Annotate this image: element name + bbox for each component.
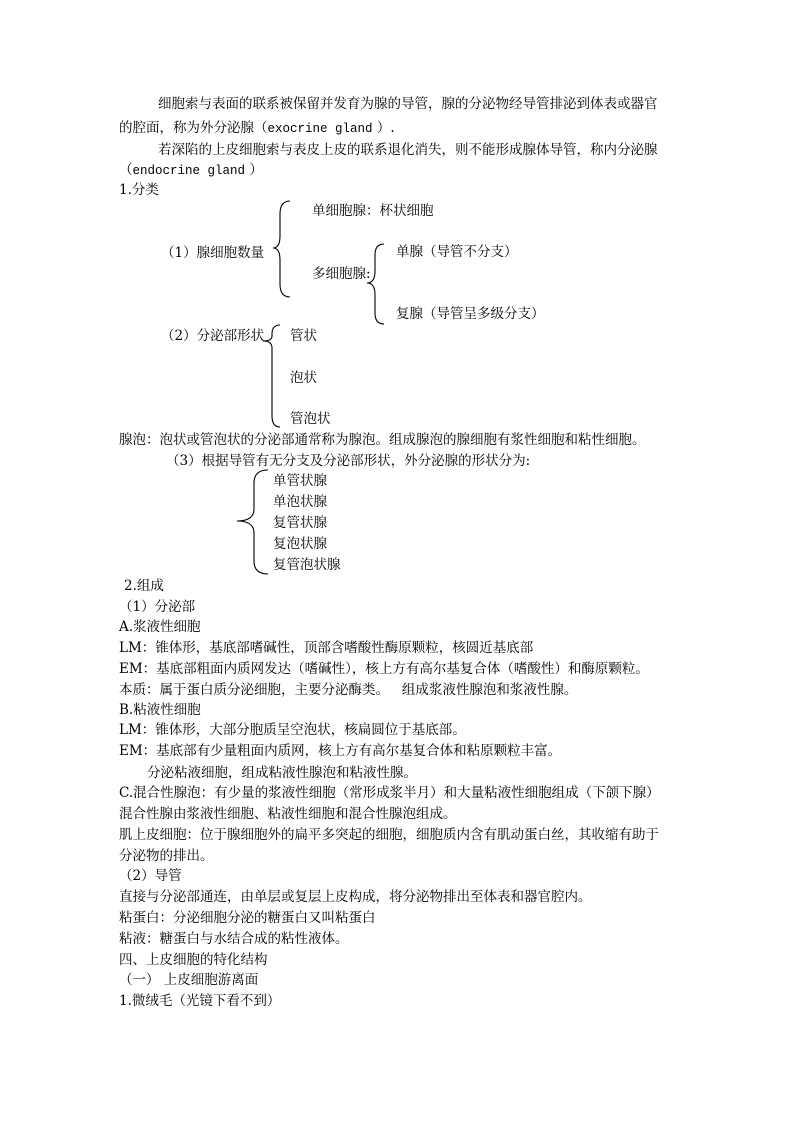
term-endocrine-gland: endocrine gland [132,164,246,178]
serous-cell-lm: LM：锥体形，基底部嗜碱性，顶部含嗜酸性酶原颗粒，核圆近基底部 [119,640,534,656]
secretory-part-heading: （1）分泌部 [119,599,196,615]
myoepithelial-line-1: 肌上皮细胞：位于腺细胞外的扁平多突起的细胞，细胞质内含有肌动蛋白丝，其收缩有助于 [119,827,659,843]
mucous-cell-lm: LM：锥体形，大部分胞质呈空泡状，核扁圆位于基底部。 [119,722,466,738]
shape-compound-tubular: 复管状腺 [273,515,327,531]
brace-shape [262,324,282,428]
intro-paragraph-1-line-2 [119,118,395,139]
brace-exocrine-shapes [236,469,270,575]
multicellular-gland: 多细胞腺: [312,266,371,282]
mucous-cell-em: EM：基底部有少量粗面内质网，核上方有高尔基复合体和粘原颗粒丰富。 [119,743,562,759]
myoepithelial-line-2: 分泌物的排出。 [119,848,214,864]
duct-description: 直接与分泌部通连，由单层或复层上皮构成，将分泌物排出至体表和器官腔内。 [119,889,592,905]
section-4-heading: 四、上皮细胞的特化结构 [119,952,268,968]
serous-cell-nature: 本质：属于蛋白质分泌细胞，主要分泌酶类。 组成浆液性腺泡和浆液性腺。 [119,682,578,698]
shape-simple-alveolar: 单泡状腺 [273,494,327,510]
brace-multicellular [366,243,386,325]
classification-by-shape-label: （2）分泌部形状 [161,328,265,344]
simple-gland: 单腺（导管不分支） [396,244,518,260]
intro-text: ）. [372,120,395,136]
unicellular-gland: 单细胞腺：杯状细胞 [312,203,434,219]
shape-tubuloalveolar: 管泡状 [290,411,331,427]
intro-text: （ [119,162,133,178]
brace-cell-number [272,200,292,298]
compound-gland: 复腺（导管呈多级分支） [396,306,545,322]
duct-heading: （2）导管 [119,868,182,884]
term-exocrine-gland: exocrine gland [267,122,373,136]
serous-cell-title: A.浆液性细胞 [119,619,201,635]
acinus-note: 腺泡：泡状或管泡状的分泌部通常称为腺泡。组成腺泡的腺细胞有浆性细胞和粘性细胞。 [119,432,646,448]
mucus-definition: 粘液：糖蛋白与水结合成的粘性液体。 [119,931,349,947]
shape-compound-tubuloalveolar: 复管泡状腺 [273,557,341,573]
intro-text: 的腔面，称为外分泌腺（ [119,120,268,136]
microvilli-item: 1.微绒毛（光镜下看不到） [119,993,281,1009]
shape-compound-alveolar: 复泡状腺 [273,536,327,552]
intro-paragraph-1-line-1: 细胞索与表面的联系被保留并发育为腺的导管，腺的分泌物经导管排泌到体表或器官 [158,96,658,112]
section-1-heading: 1.分类 [119,182,159,198]
mixed-acinus-line-2: 混合性腺由浆液性细胞、粘液性细胞和混合性腺泡组成。 [119,806,457,822]
mucin-definition: 粘蛋白：分泌细胞分泌的糖蛋白又叫粘蛋白 [119,910,376,926]
free-surface-heading: （一） 上皮细胞游离面 [119,972,259,988]
mixed-acinus-line-1: C.混合性腺泡：有少量的浆液性细胞（常形成浆半月）和大量粘液性细胞组成（下颌下腺） [119,785,660,801]
mucous-cell-note: 分泌粘液细胞，组成粘液性腺泡和粘液性腺。 [147,765,417,781]
intro-paragraph-2-line-2 [119,160,263,181]
intro-text: ） [245,162,263,178]
mucous-cell-title: B.粘液性细胞 [119,702,201,718]
intro-paragraph-2-line-1: 若深陷的上皮细胞索与表皮上皮的联系退化消失，则不能形成腺体导管，称内分泌腺 [158,142,658,158]
section-2-heading: 2.组成 [124,578,164,594]
shape-alveolar: 泡状 [290,370,317,386]
shape-simple-tubular: 单管状腺 [273,473,327,489]
serous-cell-em: EM：基底部粗面内质网发达（嗜碱性），核上方有高尔基复合体（嗜酸性）和酶原颗粒。 [119,661,649,677]
shape-tubular: 管状 [290,328,317,344]
exocrine-shapes-intro: （3）根据导管有无分支及分泌部形状，外分泌腺的形状分为: [166,453,531,469]
classification-by-cell-number-label: （1）腺细胞数量 [161,245,265,261]
